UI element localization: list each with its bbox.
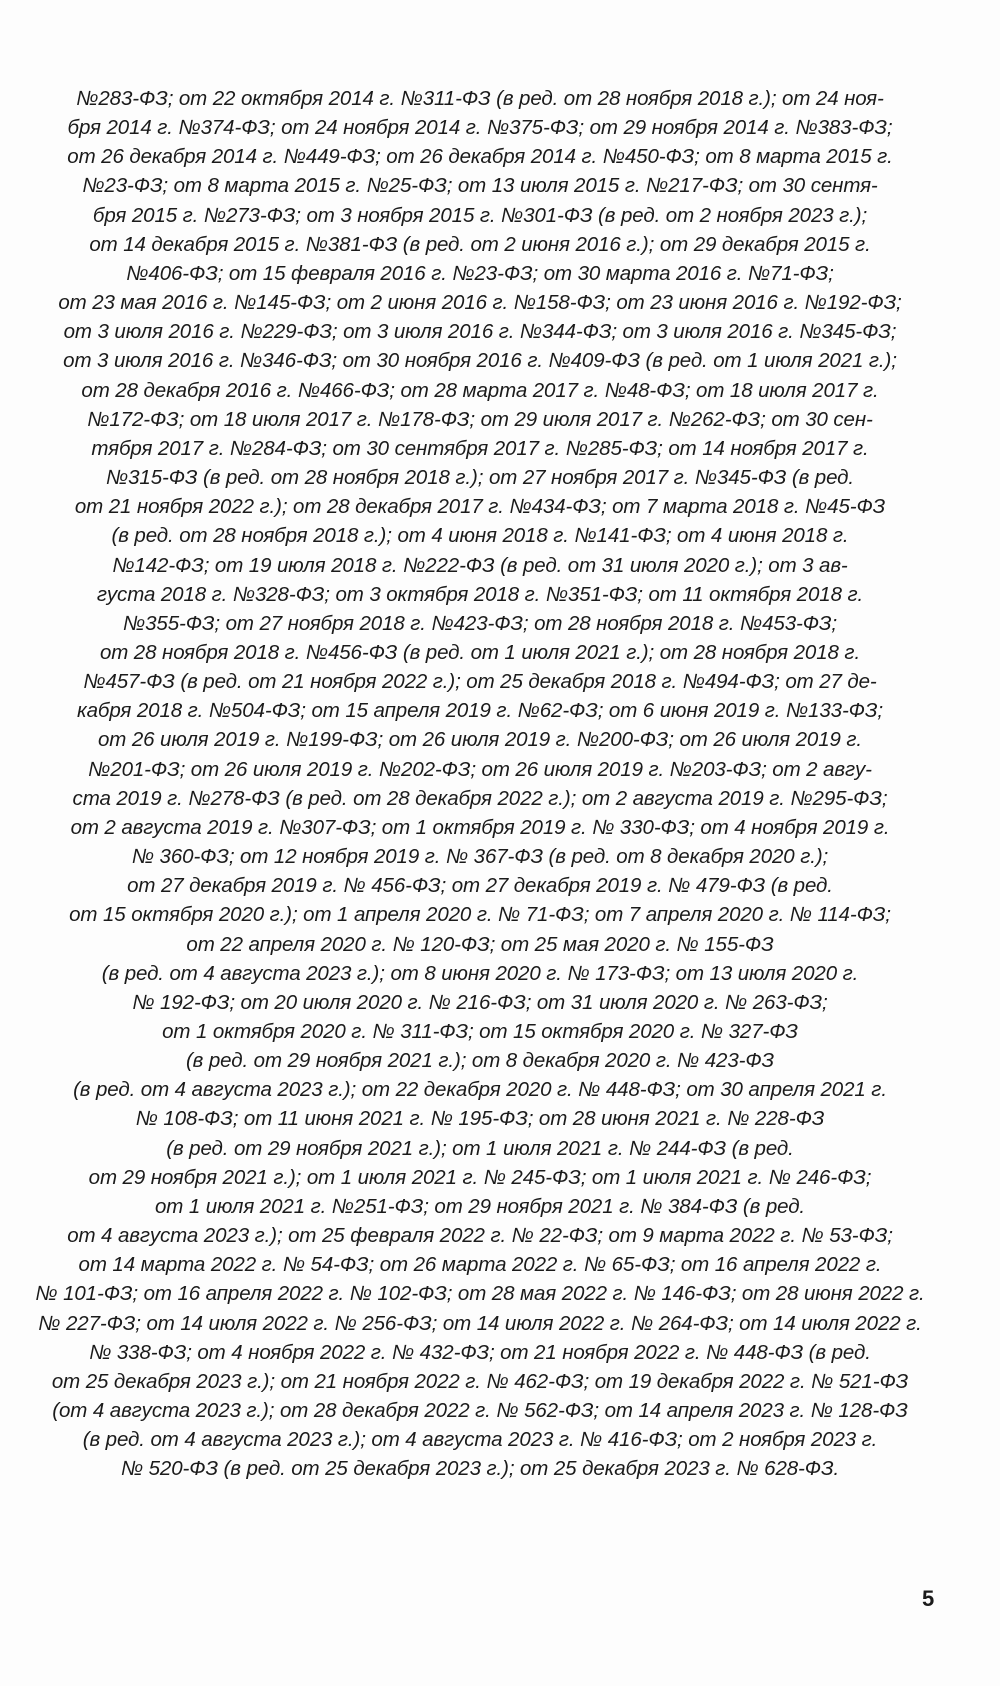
text-line: № 227-ФЗ; от 14 июля 2022 г. № 256-ФЗ; от 14 июля 2022 г. № 264-ФЗ; от 14 июля 2022 г. xyxy=(38,1311,922,1335)
text-line: №355-ФЗ; от 27 ноября 2018 г. №423-ФЗ; от 28 ноября 2018 г. №453-ФЗ; xyxy=(122,611,837,635)
text-line: тября 2017 г. №284-ФЗ; от 30 сентября 2017 г. №285-ФЗ; от 14 ноября 2017 г. xyxy=(91,436,869,460)
text-line: от 26 декабря 2014 г. №449-ФЗ; от 26 декабря 2014 г. №450-ФЗ; от 8 марта 2015 г. xyxy=(67,145,893,169)
text-line: от 22 апреля 2020 г. № 120-ФЗ; от 25 мая 2020 г. № 155-ФЗ xyxy=(186,932,774,956)
text-line: от 26 июля 2019 г. №199-ФЗ; от 26 июля 2019 г. №200-ФЗ; от 26 июля 2019 г. xyxy=(97,728,863,752)
text-line: от 28 декабря 2016 г. №466-ФЗ; от 28 марта 2017 г. №48-ФЗ; от 18 июля 2017 г. xyxy=(81,378,879,402)
text-line: от 4 августа 2023 г.); от 25 февраля 2022 г. № 22-ФЗ; от 9 марта 2022 г. № 53-ФЗ; xyxy=(67,1224,893,1248)
text-line: ста 2019 г. №278-ФЗ (в ред. от 28 декабря 2022 г.); от 2 августа 2019 г. №295-ФЗ; xyxy=(72,786,888,810)
text-line: (от 4 августа 2023 г.); от 28 декабря 2022 г. № 562-ФЗ; от 14 апреля 2023 г. № 128-ФЗ xyxy=(52,1399,908,1423)
text-line: от 3 июля 2016 г. №229-ФЗ; от 3 июля 2016 г. №344-ФЗ; от 3 июля 2016 г. №345-ФЗ; xyxy=(63,320,897,344)
amendments-list-text xyxy=(30,84,930,1484)
text-line: № 108-ФЗ; от 11 июня 2021 г. № 195-ФЗ; от 28 июня 2021 г. № 228-ФЗ xyxy=(135,1107,825,1131)
text-line: №315-ФЗ (в ред. от 28 ноября 2018 г.); от 27 ноября 2017 г. №345-ФЗ (в ред. xyxy=(106,466,854,490)
text-line: от 2 августа 2019 г. №307-ФЗ; от 1 октября 2019 г. № 330-ФЗ; от 4 ноября 2019 г. xyxy=(70,815,890,839)
text-line: (в ред. от 28 ноября 2018 г.); от 4 июня 2018 г. №141-ФЗ; от 4 июня 2018 г. xyxy=(111,524,849,548)
text-line: № 192-ФЗ; от 20 июля 2020 г. № 216-ФЗ; от 31 июля 2020 г. № 263-ФЗ; xyxy=(132,990,828,1014)
text-line: бря 2015 г. №273-ФЗ; от 3 ноября 2015 г. №301-ФЗ (в ред. от 2 ноября 2023 г.); xyxy=(92,203,868,227)
page-number: 5 xyxy=(922,1586,935,1611)
text-line: №406-ФЗ; от 15 февраля 2016 г. №23-ФЗ; от 30 марта 2016 г. №71-ФЗ; xyxy=(126,261,834,285)
text-line: от 14 декабря 2015 г. №381-ФЗ (в ред. от 2 июня 2016 г.); от 29 декабря 2015 г. xyxy=(89,232,871,256)
text-line: № 101-ФЗ; от 16 апреля 2022 г. № 102-ФЗ; от 28 мая 2022 г. № 146-ФЗ; от 28 июня 2022 г. xyxy=(35,1282,925,1306)
text-line: от 3 июля 2016 г. №346-ФЗ; от 30 ноября 2016 г. №409-ФЗ (в ред. от 1 июля 2021 г.); xyxy=(63,349,897,373)
text-line: № 338-ФЗ; от 4 ноября 2022 г. № 432-ФЗ; от 21 ноября 2022 г. № 448-ФЗ (в ред. xyxy=(89,1340,871,1364)
text-line: (в ред. от 29 ноября 2021 г.); от 1 июля 2021 г. № 244-ФЗ (в ред. xyxy=(166,1136,794,1160)
text-line: от 28 ноября 2018 г. №456-ФЗ (в ред. от 1 июля 2021 г.); от 28 ноября 2018 г. xyxy=(99,640,861,664)
text-line: густа 2018 г. №328-ФЗ; от 3 октября 2018 г. №351-ФЗ; от 11 октября 2018 г. xyxy=(96,582,864,606)
text-line: от 15 октября 2020 г.); от 1 апреля 2020 г. № 71-ФЗ; от 7 апреля 2020 г. № 114-ФЗ; xyxy=(69,903,891,927)
text-line: от 1 июля 2021 г. №251-ФЗ; от 29 ноября 2021 г. № 384-ФЗ (в ред. xyxy=(154,1194,806,1218)
text-line: (в ред. от 4 августа 2023 г.); от 8 июня 2020 г. № 173-ФЗ; от 13 июля 2020 г. xyxy=(101,961,859,985)
text-line: №23-ФЗ; от 8 марта 2015 г. №25-ФЗ; от 13 июля 2015 г. №217-ФЗ; от 30 сентя- xyxy=(82,174,878,198)
text-line: кабря 2018 г. №504-ФЗ; от 15 апреля 2019 г. №62-ФЗ; от 6 июня 2019 г. №133-ФЗ; xyxy=(77,699,883,723)
text-line: от 29 ноября 2021 г.); от 1 июля 2021 г. № 245-ФЗ; от 1 июля 2021 г. № 246-ФЗ; xyxy=(88,1165,872,1189)
text-line: № 360-ФЗ; от 12 ноября 2019 г. № 367-ФЗ (в ред. от 8 декабря 2020 г.); xyxy=(131,845,829,869)
text-line: от 27 декабря 2019 г. № 456-ФЗ; от 27 декабря 2019 г. № 479-ФЗ (в ред. xyxy=(127,874,833,898)
text-line: №201-ФЗ; от 26 июля 2019 г. №202-ФЗ; от 26 июля 2019 г. №203-ФЗ; от 2 авгу- xyxy=(88,757,872,781)
text-line: (в ред. от 4 августа 2023 г.); от 22 декабря 2020 г. № 448-ФЗ; от 30 апреля 2021 г. xyxy=(73,1078,887,1102)
text-line: от 14 марта 2022 г. № 54-ФЗ; от 26 марта 2022 г. № 65-ФЗ; от 16 апреля 2022 г. xyxy=(78,1253,882,1277)
text-line: №172-ФЗ; от 18 июля 2017 г. №178-ФЗ; от 29 июля 2017 г. №262-ФЗ; от 30 сен- xyxy=(87,407,873,431)
text-line: от 25 декабря 2023 г.); от 21 ноября 2022 г. № 462-ФЗ; от 19 декабря 2022 г. № 521-ФЗ xyxy=(51,1369,909,1393)
text-line: № 520-ФЗ (в ред. от 25 декабря 2023 г.); от 25 декабря 2023 г. № 628-ФЗ. xyxy=(120,1457,840,1481)
text-line: №283-ФЗ; от 22 октября 2014 г. №311-ФЗ (в ред. от 28 ноября 2018 г.); от 24 ноя- xyxy=(76,87,884,110)
text-line: (в ред. от 29 ноября 2021 г.); от 8 декабря 2020 г. № 423-ФЗ xyxy=(185,1049,775,1073)
text-line: №142-ФЗ; от 19 июля 2018 г. №222-ФЗ (в ред. от 31 июля 2020 г.); от 3 ав- xyxy=(112,553,848,577)
text-line: от 23 мая 2016 г. №145-ФЗ; от 2 июня 2016 г. №158-ФЗ; от 23 июня 2016 г. №192-ФЗ; xyxy=(58,291,902,315)
text-line: от 1 октября 2020 г. № 311-ФЗ; от 15 октября 2020 г. № 327-ФЗ xyxy=(162,1020,798,1043)
text-line: (в ред. от 4 августа 2023 г.); от 4 августа 2023 г. № 416-ФЗ; от 2 ноября 2023 г. xyxy=(82,1428,878,1452)
text-line: от 21 ноября 2022 г.); от 28 декабря 2017 г. №434-ФЗ; от 7 марта 2018 г. №45-ФЗ xyxy=(74,495,886,519)
text-line: бря 2014 г. №374-ФЗ; от 24 ноября 2014 г. №375-ФЗ; от 29 ноября 2014 г. №383-ФЗ; xyxy=(67,116,893,140)
text-line: №457-ФЗ (в ред. от 21 ноября 2022 г.); от 25 декабря 2018 г. №494-ФЗ; от 27 де- xyxy=(83,670,877,694)
